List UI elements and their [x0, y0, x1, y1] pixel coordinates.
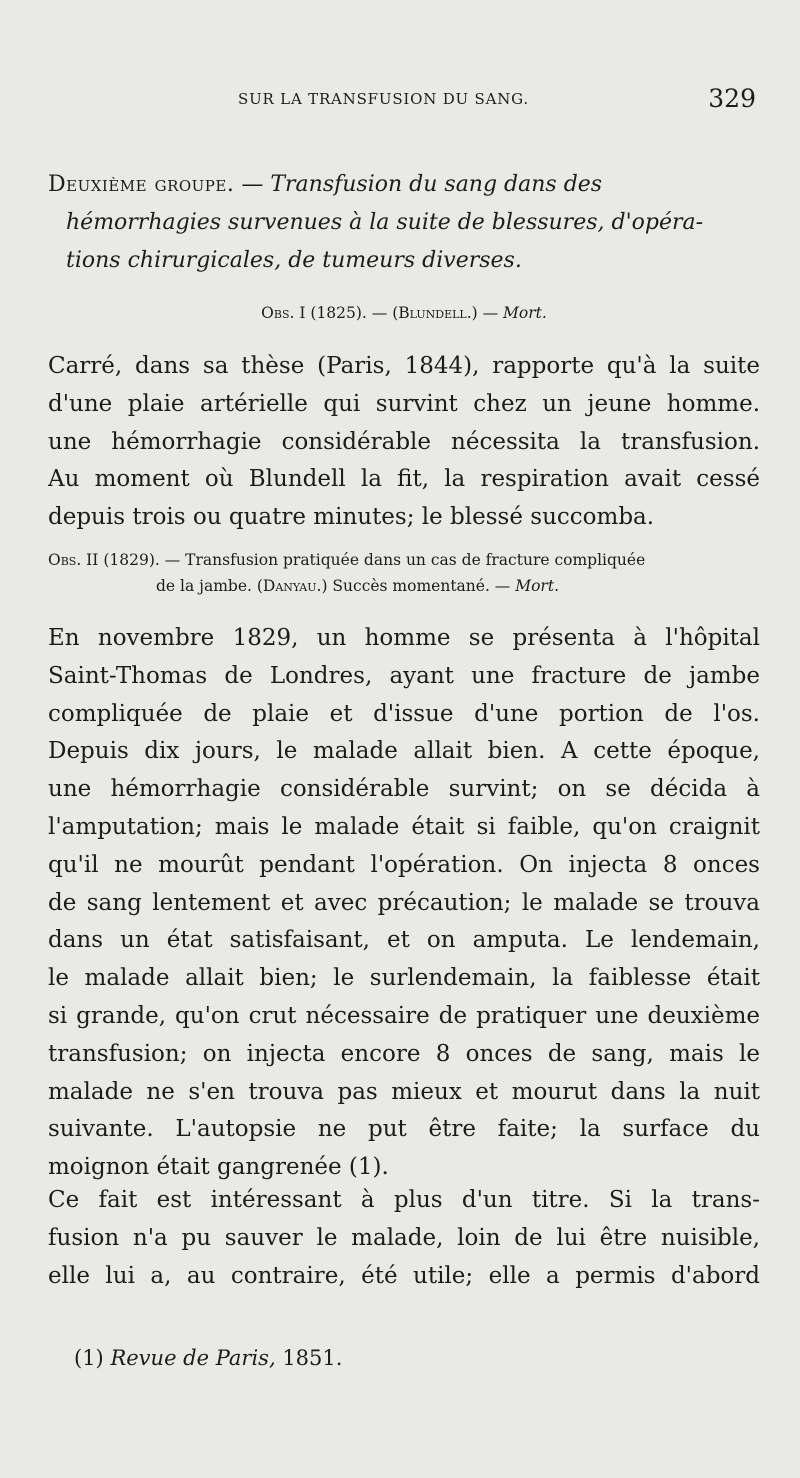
footnote-reference: (1).: [348, 1154, 389, 1181]
paragraph-2-line: En novembre 1829, un homme se présenta à l'hôpital: [48, 625, 760, 651]
observation-2-heading: [48, 547, 760, 599]
heading-title-part3: tions chirurgicales, de tumeurs diverses.: [66, 248, 522, 273]
obs2-author: Danyau: [262, 577, 317, 595]
paragraph-2-line: transfusion; on injecta encore 8 onces de sang, mais le: [48, 1040, 760, 1067]
observation-1-heading: [48, 304, 760, 322]
obs1-year: (1825). — (: [305, 304, 399, 322]
paragraph-1: [48, 348, 760, 537]
obs2-outcome: Mort.: [515, 577, 560, 595]
paragraph-2-line: Saint-Thomas de Londres, ayant une fracture de jambe: [48, 662, 760, 689]
obs2-line2-start: de la jambe. (: [156, 577, 263, 595]
paragraph-2-line: de sang lentement et avec précaution; le malade se trouva: [48, 889, 760, 916]
footnote-source: Revue de Paris,: [110, 1346, 276, 1370]
paragraph-3-line: Ce fait est intéressant à plus d'un titre. Si la trans-: [48, 1187, 760, 1213]
obs2-line1-rest: (1829). — Transfusion pratiquée dans un cas de fracture compliquée: [98, 551, 646, 569]
group-label: Deuxième groupe.: [48, 172, 235, 197]
footnote: [74, 1346, 342, 1370]
obs2-line1: [48, 551, 645, 569]
paragraph-3-line: fusion n'a pu sauver le malade, loin de lui être nuisible,: [48, 1224, 760, 1251]
page-number: 329: [708, 84, 756, 113]
paragraph-1-line: depuis trois ou quatre minutes; le blessé succomba.: [48, 504, 655, 531]
page-header: [48, 86, 756, 118]
obs2-label: Obs. II: [48, 551, 99, 569]
paragraph-2-line: compliquée de plaie et d'issue d'une portion de l'os.: [48, 700, 760, 727]
paragraph-1-line: d'une plaie artérielle qui survint chez un jeune homme.: [48, 390, 760, 417]
paragraph-1-line: Carré, dans sa thèse (Paris, 1844), rapporte qu'à la suite: [48, 353, 760, 379]
heading-title-part2: hémorrhagies survenues à la suite de blessures, d'opéra-: [66, 210, 704, 235]
paragraph-2-line: une hémorrhagie considérable survint; on se décida à: [48, 776, 760, 803]
paragraph-3: [48, 1182, 760, 1295]
obs1-outcome: Mort.: [503, 304, 547, 322]
obs1-author: Blundell: [398, 304, 467, 322]
paragraph-2-line: qu'il ne mourût pendant l'opération. On injecta 8 onces: [48, 851, 760, 878]
paragraph-2-line: dans un état satisfaisant, et on amputa. Le lendemain,: [48, 927, 760, 954]
paragraph-2-line: l'amputation; mais le malade était si faible, qu'on craignit: [48, 813, 760, 840]
paragraph-2-line: Depuis dix jours, le malade allait bien. A cette époque,: [48, 738, 760, 765]
paragraph-2-line: suivante. L'autopsie ne put être faite; la surface du: [48, 1116, 760, 1143]
paragraph-2-line: si grande, qu'on crut nécessaire de pratiquer une deuxième: [48, 1002, 760, 1029]
paragraph-3-line: elle lui a, au contraire, été utile; elle a permis d'abord: [48, 1262, 760, 1289]
paragraph-2: [48, 620, 760, 1187]
footnote-marker: (1): [74, 1346, 104, 1370]
obs2-line2: [48, 573, 760, 599]
heading-dash: —: [234, 172, 271, 197]
obs1-label: Obs. I: [261, 304, 306, 322]
running-title: SUR LA TRANSFUSION DU SANG.: [238, 90, 529, 108]
paragraph-2-line: le malade allait bien; le surlendemain, la faiblesse était: [48, 965, 760, 992]
paragraph-1-line: une hémorrhagie considérable nécessita la transfusion.: [48, 428, 760, 455]
obs1-closing: .) —: [466, 304, 504, 322]
paragraph-2-line: malade ne s'en trouva pas mieux et mourut dans la nuit: [48, 1078, 760, 1105]
obs2-line2-mid: .) Succès momentané. —: [316, 577, 516, 595]
paragraph-1-line: Au moment où Blundell la fit, la respiration avait cessé: [48, 466, 760, 493]
heading-title-part1: Transfusion du sang dans des: [270, 172, 603, 197]
section-heading: [48, 166, 760, 280]
footnote-year: 1851.: [275, 1346, 343, 1370]
paragraph-2-line: moignon était gangrenée: [48, 1154, 342, 1181]
